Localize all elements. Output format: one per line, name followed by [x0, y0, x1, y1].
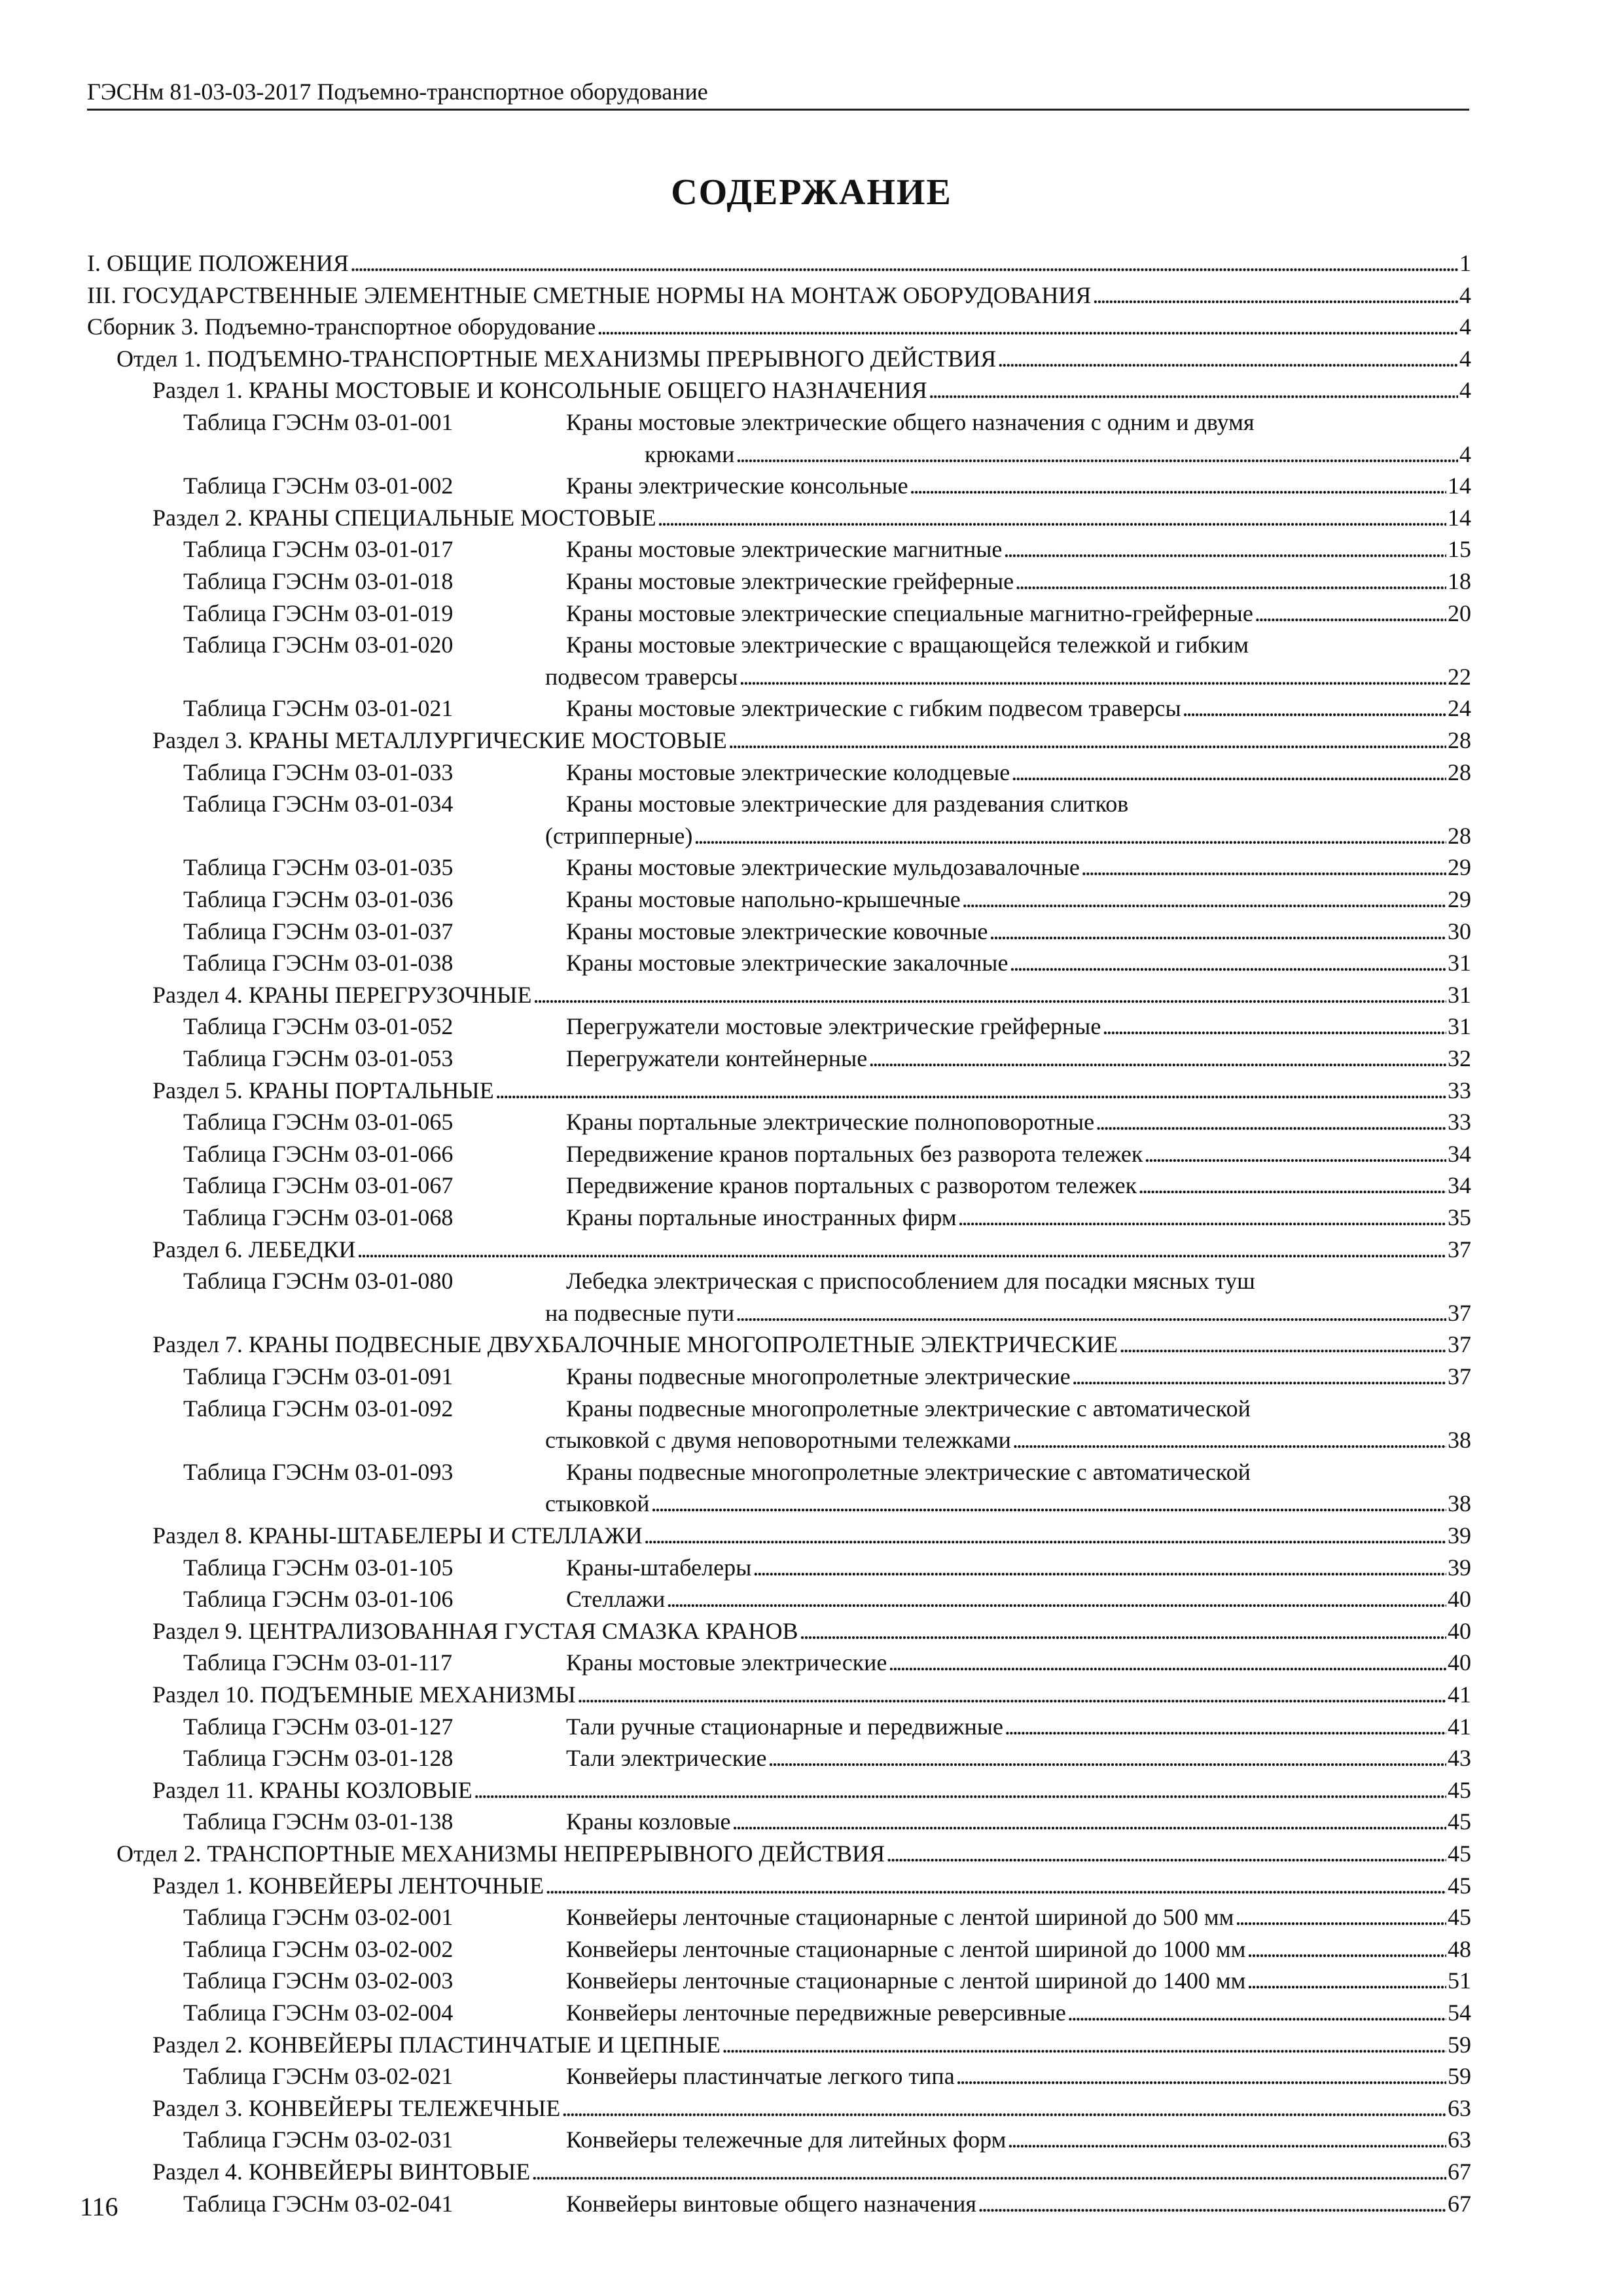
toc-entry[interactable]: [152, 725, 1471, 757]
leader-dots: [1144, 1138, 1446, 1170]
toc-page-number: 43: [1448, 1745, 1471, 1772]
toc-entry-title: Раздел 2. КРАНЫ СПЕЦИАЛЬНЫЕ МОСТОВЫЕ: [152, 502, 656, 534]
leader-dots: [728, 725, 1446, 757]
toc-table-entry[interactable]: [183, 1965, 1471, 1997]
toc-page-number: 14: [1448, 473, 1471, 499]
toc-table-entry[interactable]: [183, 916, 1471, 948]
table-description-continued: на подвесные пути: [545, 1297, 734, 1329]
leader-dots: [1096, 1106, 1446, 1138]
table-code: Таблица ГЭСНм 03-01-018: [183, 568, 454, 594]
leader-dots: [978, 2188, 1446, 2220]
toc-table-entry[interactable]: [183, 1742, 1471, 1774]
leader-dots: [1255, 598, 1446, 630]
toc-page-number: 31: [1448, 1013, 1471, 1040]
toc-entry-title: Отдел 1. ПОДЪЕМНО-ТРАНСПОРТНЫЕ МЕХАНИЗМЫ ПРЕРЫВНОГО ДЕЙСТВИЯ: [116, 343, 996, 375]
table-code: Таблица ГЭСНм 03-01-067: [183, 1172, 454, 1199]
toc-page-number: 63: [1448, 2094, 1471, 2121]
leader-dots: [1102, 1011, 1446, 1043]
toc-page-number: 45: [1448, 1776, 1471, 1803]
toc-page-number: 59: [1448, 2063, 1471, 2090]
toc-table-entry-continuation[interactable]: [645, 439, 1471, 471]
toc-table-entry-continuation[interactable]: [545, 1488, 1471, 1520]
table-description: Краны портальные электрические полноповоротные: [566, 1106, 1094, 1138]
leader-dots: [1183, 692, 1446, 725]
table-description: Краны мостовые электрические магнитные: [566, 533, 1002, 565]
toc-page-number: 41: [1448, 1681, 1471, 1708]
toc-entry[interactable]: [152, 1234, 1471, 1266]
leader-dots: [1015, 565, 1446, 598]
leader-dots: [736, 439, 1458, 471]
table-code: Таблица ГЭСНм 03-01-052: [183, 1013, 454, 1040]
table-code: Таблица ГЭСНм 03-01-091: [183, 1363, 454, 1390]
toc-entry[interactable]: [152, 1615, 1471, 1647]
toc-entry[interactable]: [152, 2156, 1471, 2188]
table-code: Таблица ГЭСНм 03-01-021: [183, 695, 454, 722]
page-title: СОДЕРЖАНИЕ: [671, 172, 952, 213]
leader-dots: [753, 1552, 1446, 1584]
leader-dots: [1138, 1170, 1446, 1202]
toc-table-entry[interactable]: [183, 1361, 1471, 1393]
table-description: Краны мостовые напольно-крышечные: [566, 884, 961, 916]
leader-dots: [350, 247, 1458, 279]
toc-table-entry[interactable]: [183, 757, 1471, 789]
toc-page-number: 30: [1448, 918, 1471, 944]
leader-dots: [1072, 1361, 1446, 1393]
toc-page-number: 31: [1448, 950, 1471, 977]
toc-table-entry[interactable]: [183, 1043, 1471, 1075]
toc-page-number: 37: [1448, 1331, 1471, 1358]
table-description: Краны электрические консольные: [566, 470, 908, 502]
table-description: Краны мостовые электрические колодцевые: [566, 757, 1010, 789]
toc-entry-title: Раздел 1. КРАНЫ МОСТОВЫЕ И КОНСОЛЬНЫЕ ОБЩЕГО НАЗНАЧЕНИЯ: [152, 374, 927, 406]
table-code: Таблица ГЭСНм 03-01-038: [183, 950, 454, 977]
toc-table-entry[interactable]: [183, 1202, 1471, 1234]
table-code: Таблица ГЭСНм 03-01-105: [183, 1554, 454, 1581]
leader-dots: [768, 1742, 1446, 1774]
leader-dots: [989, 916, 1446, 948]
toc-entry[interactable]: [152, 374, 1471, 406]
table-description-continued: (стрипперные): [545, 820, 692, 852]
toc-table-entry[interactable]: [183, 947, 1471, 979]
toc-page-number: 15: [1448, 536, 1471, 563]
toc-entry-title: Раздел 5. КРАНЫ ПОРТАЛЬНЫЕ: [152, 1075, 494, 1107]
table-description: Краны мостовые электрические для раздевания слитков: [566, 791, 1129, 817]
leader-dots: [1011, 757, 1446, 789]
table-code: Таблица ГЭСНм 03-01-002: [183, 473, 454, 499]
table-description: Краны подвесные многопролетные электрические: [566, 1361, 1071, 1393]
toc-page-number: 29: [1448, 854, 1471, 881]
leader-dots: [577, 1679, 1446, 1711]
toc-entry[interactable]: [152, 1679, 1471, 1711]
toc-entry-title: III. ГОСУДАРСТВЕННЫЕ ЭЛЕМЕНТНЫЕ СМЕТНЫЕ НОРМЫ НА МОНТАЖ ОБОРУДОВАНИЯ: [87, 279, 1091, 312]
toc-page-number: 39: [1448, 1554, 1471, 1581]
leader-dots: [495, 1075, 1446, 1107]
page-number: 116: [80, 2192, 118, 2221]
toc-table-entry[interactable]: [183, 1138, 1471, 1170]
toc-page-number: 4: [1459, 440, 1471, 467]
toc-entry[interactable]: [152, 1075, 1471, 1107]
leader-dots: [1007, 2124, 1446, 2156]
toc-table-entry-continuation[interactable]: [545, 820, 1471, 852]
leader-dots: [886, 1838, 1446, 1870]
toc-entry[interactable]: [87, 311, 1471, 343]
toc-table-entry[interactable]: [183, 1933, 1471, 1965]
toc-page-number: 35: [1448, 1204, 1471, 1230]
table-code: Таблица ГЭСНм 03-01-019: [183, 600, 454, 626]
table-code: Таблица ГЭСНм 03-01-117: [183, 1649, 452, 1676]
toc-entry-title: Раздел 1. КОНВЕЙЕРЫ ЛЕНТОЧНЫЕ: [152, 1870, 544, 1902]
toc-table-entry[interactable]: [183, 788, 1471, 820]
leader-dots: [531, 2156, 1446, 2188]
toc-table-entry[interactable]: [183, 1583, 1471, 1615]
table-code: Таблица ГЭСНм 03-02-031: [183, 2126, 454, 2153]
toc-table-entry[interactable]: [183, 629, 1471, 661]
toc-entry-title: Сборник 3. Подъемно-транспортное оборудование: [87, 311, 596, 343]
toc-entry-title: I. ОБЩИЕ ПОЛОЖЕНИЯ: [87, 247, 349, 279]
table-code: Таблица ГЭСНм 03-01-068: [183, 1204, 454, 1230]
toc-page-number: 4: [1459, 377, 1471, 404]
leader-dots: [736, 1297, 1446, 1329]
toc-page-number: 54: [1448, 2000, 1471, 2026]
leader-dots: [1005, 1711, 1446, 1743]
table-description: Конвейеры ленточные передвижные реверсивные: [566, 1997, 1066, 2029]
toc-entry[interactable]: [152, 2029, 1471, 2061]
toc-entry-title: Раздел 6. ЛЕБЕДКИ: [152, 1234, 355, 1266]
table-description: Краны мостовые электрические: [566, 1647, 887, 1679]
leader-dots: [644, 1520, 1446, 1552]
leader-dots: [657, 502, 1446, 534]
toc-entry[interactable]: [116, 343, 1471, 375]
toc-entry-title: Раздел 3. КОНВЕЙЕРЫ ТЕЛЕЖЕЧНЫЕ: [152, 2092, 560, 2125]
toc-page-number: 51: [1448, 1967, 1471, 1994]
toc-entry-title: Раздел 4. КОНВЕЙЕРЫ ВИНТОВЫЕ: [152, 2156, 530, 2188]
table-description: Краны мостовые электрические мульдозавалочные: [566, 852, 1080, 884]
toc-table-entry[interactable]: [183, 1806, 1471, 1838]
table-code: Таблица ГЭСНм 03-02-021: [183, 2063, 454, 2090]
toc-page-number: 29: [1448, 886, 1471, 912]
toc-table-entry[interactable]: [183, 565, 1471, 598]
toc-entry-title: Раздел 11. КРАНЫ КОЗЛОВЫЕ: [152, 1774, 473, 1806]
table-description: Конвейеры ленточные стационарные с лентой шириной до 500 мм: [566, 1901, 1234, 1933]
table-code: Таблица ГЭСНм 03-01-034: [183, 791, 454, 817]
table-description: Краны мостовые электрические грейферные: [566, 565, 1014, 598]
table-description: Конвейеры пластинчатые легкого типа: [566, 2060, 955, 2092]
toc-entry-title: Раздел 3. КРАНЫ МЕТАЛЛУРГИЧЕСКИЕ МОСТОВЫЕ: [152, 725, 727, 757]
table-code: Таблица ГЭСНм 03-01-065: [183, 1109, 454, 1136]
leader-dots: [958, 1202, 1446, 1234]
table-code: Таблица ГЭСНм 03-01-092: [183, 1395, 454, 1422]
table-description: Конвейеры винтовые общего назначения: [566, 2188, 976, 2220]
table-code: Таблица ГЭСНм 03-01-053: [183, 1045, 454, 1071]
toc-page-number: 63: [1448, 2126, 1471, 2153]
table-code: Таблица ГЭСНм 03-01-001: [183, 409, 454, 435]
toc-table-entry-continuation[interactable]: [545, 1424, 1471, 1456]
table-code: Таблица ГЭСНм 03-01-020: [183, 632, 454, 658]
leader-dots: [929, 374, 1458, 406]
leader-dots: [1012, 1424, 1446, 1456]
table-code: Таблица ГЭСНм 03-01-037: [183, 918, 454, 944]
table-code: Таблица ГЭСНм 03-01-106: [183, 1586, 454, 1613]
toc-table-entry[interactable]: [183, 692, 1471, 725]
toc-table-entry[interactable]: [183, 2188, 1471, 2220]
toc-table-entry[interactable]: [183, 1170, 1471, 1202]
toc-page-number: 37: [1448, 1299, 1471, 1326]
table-code: Таблица ГЭСНм 03-01-128: [183, 1745, 454, 1772]
table-code: Таблица ГЭСНм 03-01-138: [183, 1808, 454, 1835]
table-description: Стеллажи: [566, 1583, 665, 1615]
table-description: Перегружатели мостовые электрические грейферные: [566, 1011, 1101, 1043]
toc-page-number: 59: [1448, 2031, 1471, 2058]
toc-page-number: 24: [1448, 695, 1471, 722]
toc-table-entry[interactable]: [183, 1997, 1471, 2029]
toc-entry-title: Раздел 10. ПОДЪЕМНЫЕ МЕХАНИЗМЫ: [152, 1679, 576, 1711]
table-description: Передвижение кранов портальных без разворота тележек: [566, 1138, 1143, 1170]
toc-page-number: 67: [1448, 2190, 1471, 2217]
toc-page-number: 45: [1448, 1840, 1471, 1867]
leader-dots: [651, 1488, 1447, 1520]
toc-page-number: 28: [1448, 759, 1471, 785]
toc-table-entry[interactable]: [183, 470, 1471, 502]
toc-page-number: 22: [1448, 663, 1471, 690]
table-description-continued: стыковкой: [545, 1488, 650, 1520]
toc-page-number: 28: [1448, 727, 1471, 753]
leader-dots: [357, 1234, 1446, 1266]
toc-table-entry[interactable]: [183, 2124, 1471, 2156]
table-description: Краны мостовые электрические с гибким подвесом траверсы: [566, 692, 1181, 725]
table-code: Таблица ГЭСНм 03-01-035: [183, 854, 454, 881]
table-description: Краны мостовые электрические с вращающейся тележкой и гибким: [566, 632, 1249, 658]
toc-page-number: 34: [1448, 1172, 1471, 1199]
toc-entry[interactable]: [87, 247, 1471, 279]
table-description: Краны подвесные многопролетные электрические с автоматической: [566, 1395, 1251, 1422]
toc-page-number: 40: [1448, 1617, 1471, 1644]
leader-dots: [800, 1615, 1446, 1647]
table-description: Краны подвесные многопролетные электрические с автоматической: [566, 1458, 1251, 1485]
toc-page-number: 18: [1448, 568, 1471, 594]
leader-dots: [1009, 947, 1446, 979]
leader-dots: [868, 1043, 1446, 1075]
toc-page-number: 33: [1448, 1077, 1471, 1103]
toc-page-number: 48: [1448, 1935, 1471, 1962]
toc-page-number: 4: [1459, 314, 1471, 340]
toc-page-number: 45: [1448, 1904, 1471, 1931]
leader-dots: [956, 2060, 1446, 2092]
toc-entry[interactable]: [152, 1870, 1471, 1902]
table-description-continued: крюками: [645, 439, 734, 471]
toc-table-entry[interactable]: [183, 1711, 1471, 1743]
leader-dots: [739, 661, 1446, 693]
toc-page-number: 67: [1448, 2159, 1471, 2185]
toc-table-entry[interactable]: [183, 1647, 1471, 1679]
table-description: Краны мостовые электрические ковочные: [566, 916, 988, 948]
table-code: Таблица ГЭСНм 03-01-127: [183, 1713, 454, 1740]
toc-table-entry[interactable]: [183, 533, 1471, 565]
table-code: Таблица ГЭСНм 03-02-004: [183, 2000, 454, 2026]
toc-table-entry[interactable]: [183, 852, 1471, 884]
toc-table-entry[interactable]: [183, 2060, 1471, 2092]
toc-table-entry[interactable]: [183, 1106, 1471, 1138]
leader-dots: [694, 820, 1446, 852]
table-description: Конвейеры ленточные стационарные с лентой шириной до 1000 мм: [566, 1933, 1245, 1965]
table-code: Таблица ГЭСНм 03-01-033: [183, 759, 454, 785]
toc-entry[interactable]: [152, 979, 1471, 1011]
table-code: Таблица ГЭСНм 03-01-017: [183, 536, 454, 563]
toc-table-entry[interactable]: [183, 884, 1471, 916]
toc-page-number: 38: [1448, 1490, 1471, 1517]
toc-page-number: 45: [1448, 1808, 1471, 1835]
toc-entry[interactable]: [116, 1838, 1471, 1870]
leader-dots: [732, 1806, 1446, 1838]
table-code: Таблица ГЭСНм 03-01-093: [183, 1458, 454, 1485]
table-code: Таблица ГЭСНм 03-02-041: [183, 2190, 454, 2217]
leader-dots: [1092, 279, 1458, 312]
table-description-continued: стыковкой с двумя неповоротными тележками: [545, 1424, 1011, 1456]
running-header: ГЭСНм 81-03-03-2017 Подъемно-транспортное оборудование: [87, 77, 1469, 111]
toc-table-entry[interactable]: [183, 598, 1471, 630]
table-description: Краны мостовые электрические специальные магнитно-грейферные: [566, 598, 1253, 630]
leader-dots: [1119, 1329, 1446, 1361]
table-code: Таблица ГЭСНм 03-02-001: [183, 1904, 454, 1931]
toc-entry[interactable]: [152, 502, 1471, 534]
toc-table-entry[interactable]: [183, 1393, 1471, 1425]
toc-table-entry-continuation[interactable]: [545, 661, 1471, 693]
toc-page-number: 1: [1459, 250, 1471, 276]
table-description: Краны мостовые электрические закалочные: [566, 947, 1008, 979]
toc-entry[interactable]: [152, 1329, 1471, 1361]
leader-dots: [722, 2029, 1446, 2061]
toc-page-number: 37: [1448, 1363, 1471, 1390]
leader-dots: [1081, 852, 1446, 884]
leader-dots: [962, 884, 1446, 916]
toc-table-entry[interactable]: [183, 1265, 1471, 1297]
toc-table-entry[interactable]: [183, 1011, 1471, 1043]
table-description: Лебедка электрическая с приспособлением для посадки мясных туш: [566, 1268, 1255, 1295]
leader-dots: [533, 979, 1446, 1011]
toc-entry-title: Раздел 8. КРАНЫ-ШТАБЕЛЕРЫ И СТЕЛЛАЖИ: [152, 1520, 643, 1552]
toc-table-entry-continuation[interactable]: [545, 1297, 1471, 1329]
leader-dots: [1247, 1965, 1446, 1997]
toc-page-number: 34: [1448, 1140, 1471, 1167]
leader-dots: [545, 1870, 1446, 1902]
toc-entry[interactable]: [152, 2092, 1471, 2125]
table-description: Тали ручные стационарные и передвижные: [566, 1711, 1003, 1743]
toc-entry[interactable]: [87, 279, 1471, 312]
leader-dots: [997, 343, 1458, 375]
table-description: Краны портальные иностранных фирм: [566, 1202, 957, 1234]
toc-page-number: 32: [1448, 1045, 1471, 1071]
leader-dots: [562, 2092, 1446, 2125]
leader-dots: [1247, 1933, 1446, 1965]
table-description: Тали электрические: [566, 1742, 767, 1774]
leader-dots: [597, 311, 1458, 343]
toc-page-number: 39: [1448, 1522, 1471, 1549]
toc-page-number: 37: [1448, 1236, 1471, 1263]
toc-page-number: 31: [1448, 981, 1471, 1008]
leader-dots: [1067, 1997, 1446, 2029]
leader-dots: [666, 1583, 1446, 1615]
toc-entry-title: Раздел 9. ЦЕНТРАЛИЗОВАННАЯ ГУСТАЯ СМАЗКА КРАНОВ: [152, 1615, 798, 1647]
toc-entry[interactable]: [152, 1520, 1471, 1552]
table-description: Передвижение кранов портальных с разворотом тележек: [566, 1170, 1137, 1202]
toc-page-number: 40: [1448, 1586, 1471, 1613]
toc-page-number: 4: [1459, 281, 1471, 308]
toc-table-entry[interactable]: [183, 1456, 1471, 1488]
toc-entry[interactable]: [152, 1774, 1471, 1806]
toc-page-number: 38: [1448, 1427, 1471, 1454]
table-code: Таблица ГЭСНм 03-01-080: [183, 1268, 454, 1295]
table-code: Таблица ГЭСНм 03-01-066: [183, 1140, 454, 1167]
toc-entry-title: Раздел 4. КРАНЫ ПЕРЕГРУЗОЧНЫЕ: [152, 979, 532, 1011]
toc-page-number: 14: [1448, 504, 1471, 531]
leader-dots: [910, 470, 1446, 502]
table-code: Таблица ГЭСНм 03-02-002: [183, 1935, 454, 1962]
toc-page-number: 28: [1448, 822, 1471, 849]
toc-page-number: 33: [1448, 1109, 1471, 1136]
table-description: Краны-штабелеры: [566, 1552, 751, 1584]
toc-entry-title: Отдел 2. ТРАНСПОРТНЫЕ МЕХАНИЗМЫ НЕПРЕРЫВНОГО ДЕЙСТВИЯ: [116, 1838, 885, 1870]
table-code: Таблица ГЭСНм 03-02-003: [183, 1967, 454, 1994]
toc-table-entry[interactable]: [183, 1552, 1471, 1584]
table-description: Конвейеры ленточные стационарные с лентой шириной до 1400 мм: [566, 1965, 1245, 1997]
leader-dots: [888, 1647, 1446, 1679]
toc-page-number: 45: [1448, 1872, 1471, 1899]
table-description: Конвейеры тележечные для литейных форм: [566, 2124, 1006, 2156]
leader-dots: [474, 1774, 1446, 1806]
table-description: Перегружатели контейнерные: [566, 1043, 867, 1075]
toc-table-entry[interactable]: [183, 1901, 1471, 1933]
toc-entry-title: Раздел 7. КРАНЫ ПОДВЕСНЫЕ ДВУХБАЛОЧНЫЕ МНОГОПРОЛЕТНЫЕ ЭЛЕКТРИЧЕСКИЕ: [152, 1329, 1118, 1361]
toc-entry-title: Раздел 2. КОНВЕЙЕРЫ ПЛАСТИНЧАТЫЕ И ЦЕПНЫЕ: [152, 2029, 721, 2061]
leader-dots: [1235, 1901, 1446, 1933]
table-description: Краны козловые: [566, 1806, 730, 1838]
table-code: Таблица ГЭСНм 03-01-036: [183, 886, 454, 912]
toc-page-number: 20: [1448, 600, 1471, 626]
toc-page-number: 4: [1459, 345, 1471, 372]
table-description: Краны мостовые электрические общего назначения с одним и двумя: [566, 409, 1255, 435]
toc-table-entry[interactable]: [183, 406, 1471, 439]
leader-dots: [1003, 533, 1446, 565]
toc-page-number: 40: [1448, 1649, 1471, 1676]
toc-page-number: 41: [1448, 1713, 1471, 1740]
table-description-continued: подвесом траверсы: [545, 661, 738, 693]
